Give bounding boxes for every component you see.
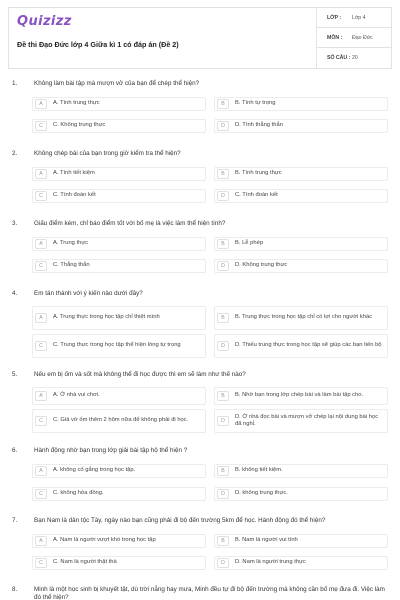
option-text: C. Trung thực trong học tập thể hiện lòng tự trọng: [53, 342, 181, 349]
question-number: 1.: [12, 80, 18, 87]
option-d[interactable]: [214, 487, 388, 501]
option-text: C. không hòa đồng.: [53, 490, 104, 497]
meta-row-count: [317, 48, 392, 68]
option-letter: C: [35, 191, 47, 201]
option-text: B. Tính trung thực: [235, 170, 282, 177]
option-c[interactable]: [32, 119, 206, 133]
meta-row-class: [317, 8, 392, 28]
option-letter: C: [35, 341, 47, 351]
option-letter: B: [217, 169, 229, 179]
question-text: Em tán thành với ý kiến nào dưới đây?: [34, 290, 143, 297]
option-letter: B: [217, 466, 229, 476]
question-text: Hành động nhờ bạn trong lớp giải bài tập hộ thể hiện ?: [34, 447, 188, 454]
option-text: A. Tính tiết kiệm: [53, 170, 95, 177]
meta-label: LỚP :: [327, 14, 342, 21]
option-text: C. Tính đoàn kết: [235, 192, 278, 199]
option-letter: D: [217, 416, 229, 426]
option-a[interactable]: [32, 167, 206, 181]
option-letter: D: [217, 121, 229, 131]
option-letter: D: [217, 558, 229, 568]
meta-table: [316, 8, 392, 68]
option-b[interactable]: [214, 306, 388, 330]
option-d[interactable]: [214, 189, 388, 203]
question-text: Bạn Nam là dân tộc Tày, ngày nào bạn cũng phải đi bộ đến trường 5km để học. Hành động đó thể hiện?: [34, 517, 326, 524]
meta-label: MÔN :: [327, 34, 343, 41]
option-text: A. Nam là người vượt khó trong học tập: [53, 537, 156, 544]
option-letter: C: [35, 558, 47, 568]
option-d[interactable]: [214, 409, 388, 433]
option-b[interactable]: [214, 167, 388, 181]
meta-row-subject: [317, 28, 392, 48]
option-text: A. Trung thực: [53, 240, 89, 247]
option-b[interactable]: [214, 387, 388, 405]
option-letter: A: [35, 391, 47, 401]
option-text: A. Tính trung thực: [53, 100, 100, 107]
option-letter: D: [217, 191, 229, 201]
option-a[interactable]: [32, 237, 206, 251]
option-letter: B: [217, 313, 229, 323]
question-number: 4.: [12, 290, 18, 297]
option-text: C. Thẳng thắn: [53, 262, 90, 269]
option-letter: C: [35, 121, 47, 131]
question-text: Không làm bài tập mà mượn vở của bạn để chép thể hiện?: [34, 80, 200, 87]
option-c[interactable]: [32, 189, 206, 203]
option-text: C. Nam là người thật thà: [53, 559, 117, 566]
option-a[interactable]: [32, 464, 206, 478]
option-c[interactable]: [32, 487, 206, 501]
option-text: C. Giả vờ ốm thêm 2 hôm nữa để không phải đi học.: [53, 417, 189, 424]
option-text: B. không tiết kiệm.: [235, 467, 283, 474]
option-text: A. Trung thực trong học tập chỉ thiệt mình: [53, 314, 160, 321]
question-text: Không chép bài của bạn trong giờ kiểm tra thể hiện?: [34, 150, 181, 157]
option-text: B. Nhờ bạn trong lớp chép bài và làm bài tập cho.: [235, 392, 364, 399]
worksheet-header: [8, 7, 392, 69]
option-d[interactable]: [214, 259, 388, 273]
option-letter: B: [217, 99, 229, 109]
option-letter: D: [217, 341, 229, 351]
option-letter: B: [217, 239, 229, 249]
question-number: 8.: [12, 586, 18, 593]
option-letter: D: [217, 261, 229, 271]
option-b[interactable]: [214, 97, 388, 111]
meta-value: 20: [352, 55, 358, 61]
option-a[interactable]: [32, 534, 206, 548]
option-letter: A: [35, 239, 47, 249]
quizizz-logo: Quizizz: [17, 14, 72, 29]
option-c[interactable]: [32, 556, 206, 570]
document-title: Đề thi Đạo Đức lớp 4 Giữa kì 1 có đáp án (Đề 2): [17, 40, 179, 49]
option-b[interactable]: [214, 237, 388, 251]
option-text: B. Nam là người vui tính: [235, 537, 298, 544]
option-text: D. không trung thực.: [235, 490, 288, 497]
option-text: C. Tính đoàn kết: [53, 192, 96, 199]
option-letter: A: [35, 169, 47, 179]
question-number: 2.: [12, 150, 18, 157]
question-number: 5.: [12, 371, 18, 378]
option-letter: C: [35, 416, 47, 426]
option-d[interactable]: [214, 119, 388, 133]
option-letter: A: [35, 99, 47, 109]
option-letter: C: [35, 489, 47, 499]
option-letter: A: [35, 536, 47, 546]
option-text: D. Nam là người trung thực: [235, 559, 306, 566]
option-b[interactable]: [214, 464, 388, 478]
option-text: B. Lễ phép: [235, 240, 264, 247]
option-text: D. Thiếu trung thực trong học tập sẽ giúp các bạn tiến bộ: [235, 342, 382, 349]
question-number: 3.: [12, 220, 18, 227]
option-letter: D: [217, 489, 229, 499]
question-text: Minh là một học sinh bị khuyết tật, dù trời nắng hay mưa, Minh đều tự đi bộ đến trường mà không cần bố mẹ đưa đi. Việc làm đó thể hiện?: [34, 586, 385, 600]
question-text: Nếu em bị ốm và sốt mà không thể đi học được thì em sẽ làm như thế nào?: [34, 371, 246, 378]
option-c[interactable]: [32, 409, 206, 433]
option-d[interactable]: [214, 334, 388, 358]
option-letter: C: [35, 261, 47, 271]
option-c[interactable]: [32, 259, 206, 273]
option-text: B. Tính tự trọng: [235, 100, 276, 107]
option-text: D. Không trung thực: [235, 262, 288, 269]
option-letter: A: [35, 466, 47, 476]
option-text: D. Tính thẳng thắn: [235, 122, 283, 129]
option-text: A. không cố gắng trong học tập.: [53, 467, 136, 474]
meta-value: Lớp 4: [352, 14, 366, 21]
question-number: 7.: [12, 517, 18, 524]
option-letter: B: [217, 536, 229, 546]
meta-label: SỐ CÂU :: [327, 55, 351, 61]
option-text: B. Trung thực trong học tập chỉ có lợi cho người khác: [235, 314, 373, 321]
option-a[interactable]: [32, 387, 206, 405]
meta-value: Đạo Đức: [352, 34, 373, 41]
question-text: Giấu điểm kém, chỉ báo điểm tốt với bố mẹ là việc làm thể hiện tính?: [34, 220, 226, 227]
option-text: A. Ở nhà vui chơi.: [53, 392, 100, 399]
option-a[interactable]: [32, 306, 206, 330]
option-letter: A: [35, 313, 47, 323]
option-c[interactable]: [32, 334, 206, 358]
question-number: 6.: [12, 447, 18, 454]
option-a[interactable]: [32, 97, 206, 111]
option-text: D. Ở nhà đọc bài và mượn vở chép lại nội dung bài học đã nghỉ.: [235, 413, 379, 427]
option-letter: B: [217, 391, 229, 401]
option-b[interactable]: [214, 534, 388, 548]
option-d[interactable]: [214, 556, 388, 570]
option-text: C. Không trung thực: [53, 122, 106, 129]
